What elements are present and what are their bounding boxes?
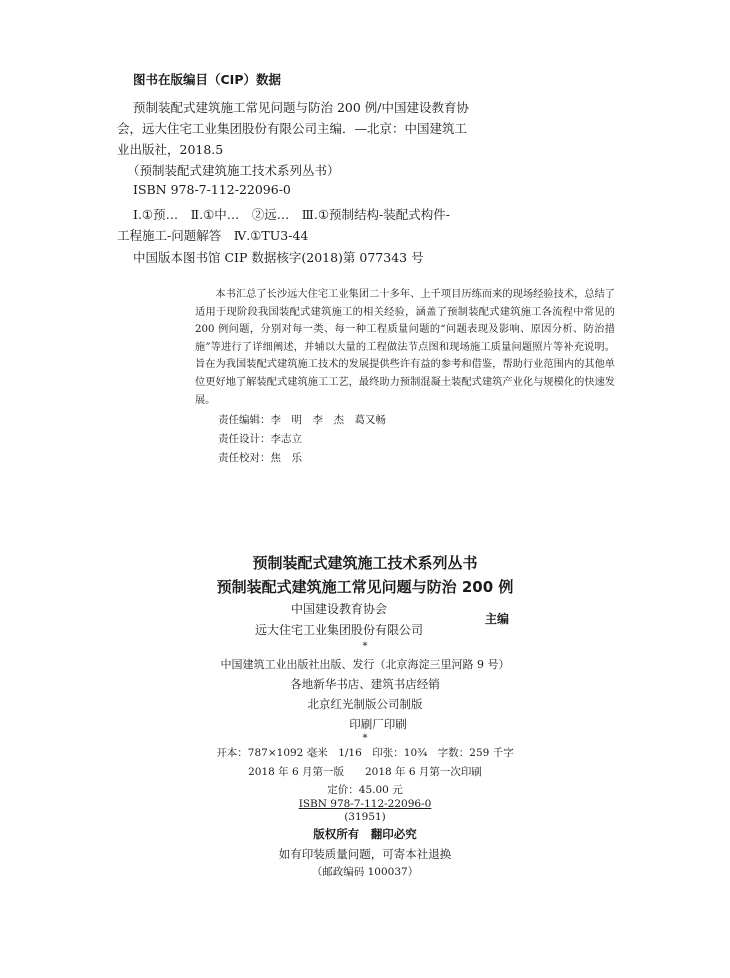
distributor-line: 各地新华书店、建筑书店经销 <box>290 677 440 691</box>
return-note: 如有印装质量问题，可寄本社退换 <box>278 847 452 861</box>
responsible-editor: 责任编辑：李 明 李 杰 葛又畅 <box>218 414 386 426</box>
book-summary: 本书汇总了长沙远大住宅工业集团二十多年、上千项目历练而来的现场经验技术，总结了适用于现阶段我国装配式建筑施工的相关经验，涵盖了预制装配式建筑施工各流程中常见的 200 例问题，分别对每一类、每一种工程质量问题的“问题表现及影响、原因分析、防治措施”等进行了详细阐述，并辅以大量的工程做法节点图和现场施工质量问题照片等补充说明。旨在为我国装配式建筑施工技术的发展提供些许有益的参考和借鉴，帮助行业范围内的其他单位更好地了解装配式建筑施工工艺，最终助力预制混凝土装配式建筑产业化与规模化的快速发展。 <box>195 289 615 406</box>
editor-role: 主编 <box>485 612 510 626</box>
cip-heading: 图书在版编目（CIP）数据 <box>133 72 281 87</box>
cip-line-3: 业出版社，2018.5 <box>117 142 224 157</box>
isbn-line: ISBN 978-7-112-22096-0 <box>298 798 432 810</box>
book-title: 预制装配式建筑施工常见问题与防治 200 例 <box>216 578 514 596</box>
editor-org-1: 中国建设教育协会 <box>290 602 387 616</box>
edition-line: 2018 年 6 月第一版 2018 年 6 月第一次印刷 <box>248 766 482 778</box>
cip-record-number: 中国版本图书馆 CIP 数据核字(2018)第 077343 号 <box>133 250 424 265</box>
cip-line-1: 预制装配式建筑施工常见问题与防治 200 例/中国建设教育协 <box>133 100 470 115</box>
responsible-designer: 责任设计：李志立 <box>218 433 302 445</box>
separator-star-2: * <box>362 733 368 744</box>
publisher-line: 中国建筑工业出版社出版、发行（北京海淀三里河路 9 号） <box>220 658 510 671</box>
printer-line: 印刷厂印刷 <box>349 717 407 731</box>
responsible-proofreader: 责任校对：焦 乐 <box>218 452 302 464</box>
cip-isbn: ISBN 978-7-112-22096-0 <box>133 182 291 197</box>
rights-line: 版权所有 翻印必究 <box>313 827 417 841</box>
format-line: 开本：787×1092 毫米 1/16 印张：10¾ 字数：259 千字 <box>216 747 514 759</box>
typesetter-line: 北京红光制版公司制版 <box>307 697 423 711</box>
editor-org-2: 远大住宅工业集团股份有限公司 <box>254 623 423 637</box>
cip-classification-2: 工程施工-问题解答 Ⅳ.①TU3-44 <box>117 228 309 243</box>
cip-line-2: 会，远大住宅工业集团股份有限公司主编．—北京：中国建筑工 <box>117 121 468 136</box>
postcode-line: （邮政编码 100037） <box>311 866 419 878</box>
book-code: (31951) <box>344 811 386 823</box>
series-title: 预制装配式建筑施工技术系列丛书 <box>252 554 478 572</box>
cip-line-4: （预制装配式建筑施工技术系列丛书） <box>127 163 340 178</box>
separator-star-1: * <box>362 641 368 652</box>
price-line: 定价：45.00 元 <box>327 784 403 796</box>
cip-classification-1: Ⅰ.①预… Ⅱ.①中… ②远… Ⅲ.①预制结构-装配式构件- <box>133 207 450 222</box>
